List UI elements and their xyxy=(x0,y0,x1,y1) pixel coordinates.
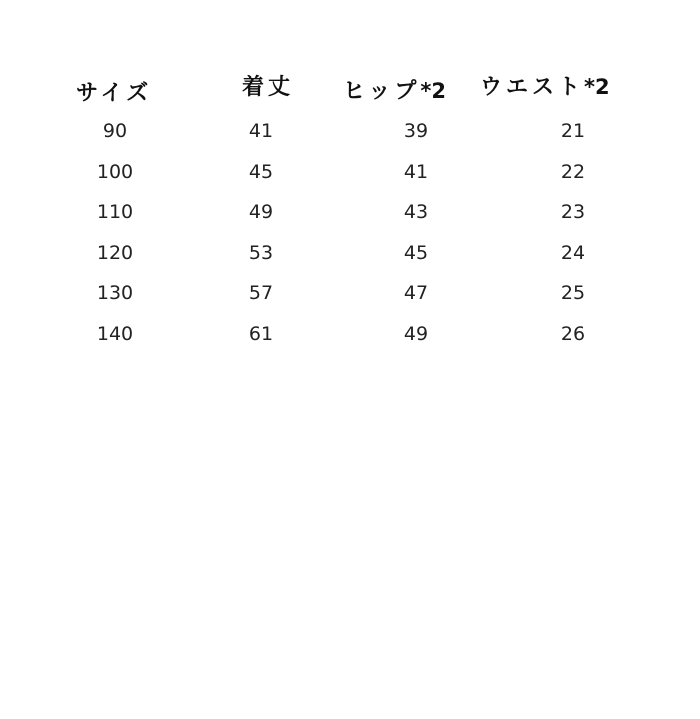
table-row xyxy=(0,282,700,306)
header-length-label: 着丈 xyxy=(242,75,295,100)
table-row xyxy=(0,201,700,225)
cell-length: 53 xyxy=(248,242,274,264)
table-row xyxy=(0,323,700,347)
header-size-label: サイズ xyxy=(76,81,153,106)
cell-waist: 22 xyxy=(560,161,586,183)
cell-hip: 39 xyxy=(403,120,429,142)
cell-waist: 26 xyxy=(560,323,586,345)
header-length xyxy=(242,70,294,101)
table-row xyxy=(0,120,700,144)
cell-size: 110 xyxy=(96,201,134,223)
cell-length: 57 xyxy=(248,282,274,304)
cell-size: 90 xyxy=(102,120,128,142)
header-hip-label: ヒップ xyxy=(343,79,421,104)
table-row xyxy=(0,242,700,266)
cell-length: 45 xyxy=(248,161,274,183)
cell-waist: 23 xyxy=(560,201,586,223)
cell-length: 61 xyxy=(248,323,274,345)
cell-length: 49 xyxy=(248,201,274,223)
header-size xyxy=(76,76,152,107)
header-hip xyxy=(343,74,446,105)
cell-size: 140 xyxy=(96,323,134,345)
cell-size: 120 xyxy=(96,242,134,264)
header-waist-label: ウエスト xyxy=(480,75,585,100)
cell-hip: 49 xyxy=(403,323,429,345)
cell-hip: 41 xyxy=(403,161,429,183)
cell-length: 41 xyxy=(248,120,274,142)
header-hip-suffix: *2 xyxy=(420,79,446,103)
cell-size: 130 xyxy=(96,282,134,304)
cell-size: 100 xyxy=(96,161,134,183)
table-row xyxy=(0,161,700,185)
cell-hip: 45 xyxy=(403,242,429,264)
header-waist xyxy=(480,70,610,101)
cell-hip: 47 xyxy=(403,282,429,304)
cell-hip: 43 xyxy=(403,201,429,223)
header-waist-suffix: *2 xyxy=(584,75,610,99)
cell-waist: 24 xyxy=(560,242,586,264)
cell-waist: 21 xyxy=(560,120,586,142)
cell-waist: 25 xyxy=(560,282,586,304)
